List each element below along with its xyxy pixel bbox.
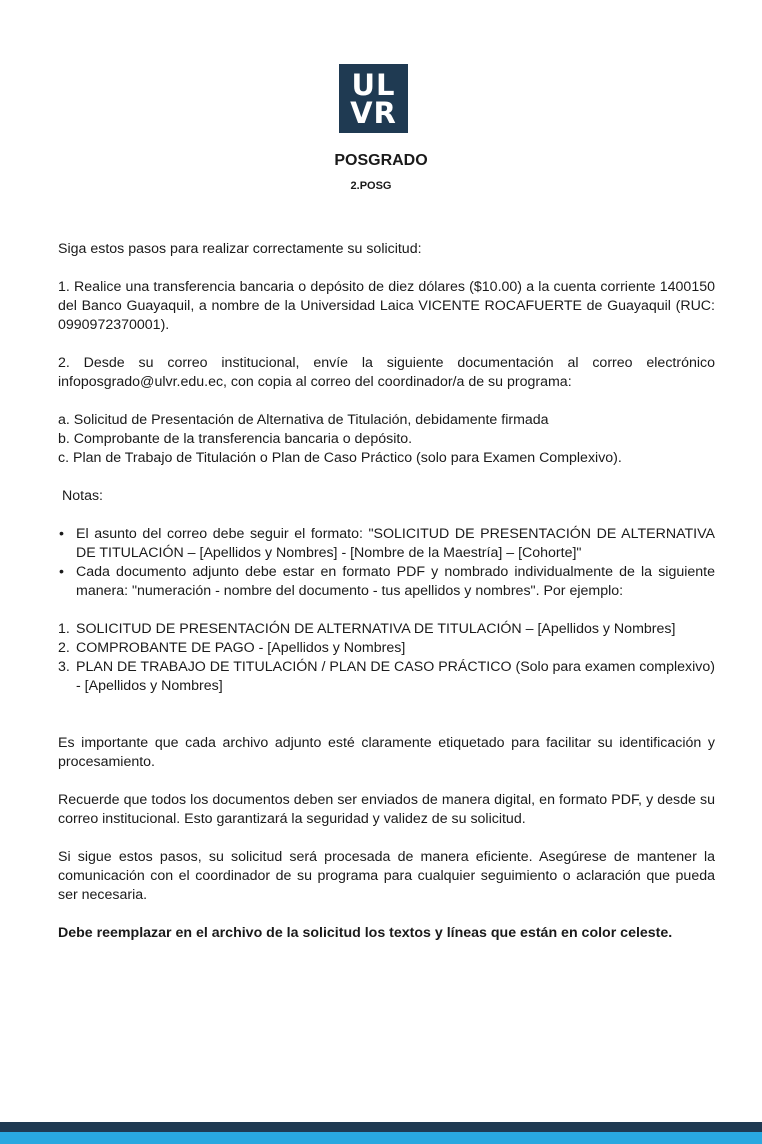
ulvr-logo	[339, 64, 408, 133]
footer-bar-light	[0, 1132, 762, 1144]
page-subtitle: 2.POSG	[350, 180, 392, 192]
list-item-text: SOLICITUD DE PRESENTACIÓN DE ALTERNATIVA DE TITULACIÓN – [Apellidos y Nombres]	[76, 621, 676, 637]
list-item: b. Comprobante de la transferencia bancaria o depósito.	[58, 431, 413, 447]
intro-text: Siga estos pasos para realizar correctamente su solicitud:	[58, 241, 422, 257]
list-item-text: PLAN DE TRABAJO DE TITULACIÓN / PLAN DE CASO PRÁCTICO (Solo para examen complexivo) - [Apellidos y Nombres]	[76, 659, 715, 694]
list-item	[58, 658, 715, 696]
list-item: • Cada documento adjunto debe estar en formato PDF y nombrado individualmente de la siguiente manera: "numeración - nombre del documento - tus apellidos y nombres". Por ejemplo:	[76, 563, 715, 601]
list-item-number: 2.	[58, 640, 70, 656]
list-item: c. Plan de Trabajo de Titulación o Plan de Caso Práctico (solo para Examen Complexivo).	[58, 450, 622, 466]
labeling-paragraph: Es importante que cada archivo adjunto esté claramente etiquetado para facilitar su identificación y procesamiento.	[58, 735, 715, 770]
examples-list	[58, 620, 715, 696]
list-item: a. Solicitud de Presentación de Alternativa de Titulación, debidamente firmada	[58, 412, 549, 428]
list-item-number: 1.	[58, 621, 70, 637]
notes-label: Notas:	[62, 488, 104, 504]
replace-text-note: Debe reemplazar en el archivo de la solicitud los textos y líneas que están en color celeste.	[58, 925, 673, 941]
efficiency-paragraph: Si sigue estos pasos, su solicitud será procesada de manera eficiente. Asegúrese de mantener la comunicación con el coordinador de su programa para cualquier seguimiento o aclaración que pueda ser necesaria.	[58, 849, 715, 903]
list-item-number: 3.	[58, 659, 70, 675]
list-item	[58, 639, 715, 658]
document-body	[58, 240, 715, 962]
step-1-text: 1. Realice una transferencia bancaria o depósito de diez dólares ($10.00) a la cuenta corriente 1400150 del Banco Guayaquil, a nombre de la Universidad Laica VICENTE ROCAFUERTE de Guayaquil (RUC: 0990972370001).	[58, 279, 715, 333]
digital-format-paragraph: Recuerde que todos los documentos deben ser enviados de manera digital, en formato PDF, y desde su correo institucional. Esto garantizará la seguridad y validez de su solicitud.	[58, 792, 715, 827]
footer-bar-dark	[0, 1122, 762, 1132]
list-item: • El asunto del correo debe seguir el formato: "SOLICITUD DE PRESENTACIÓN DE ALTERNATIVA DE TITULACIÓN – [Apellidos y Nombres] - [Nombre de la Maestría] – [Cohorte]"	[76, 525, 715, 563]
notes-list	[58, 525, 715, 601]
page-title: POSGRADO	[334, 152, 428, 169]
list-item	[58, 620, 715, 639]
required-documents-list	[58, 411, 715, 468]
list-item-text: COMPROBANTE DE PAGO - [Apellidos y Nombres]	[76, 640, 406, 656]
step-2-text: 2. Desde su correo institucional, envíe la siguiente documentación al correo electrónico infoposgrado@ulvr.edu.ec, con copia al correo del coordinador/a de su programa:	[58, 355, 715, 390]
logo-line-2: VR	[350, 96, 397, 130]
logo-line-1: UL	[351, 68, 396, 102]
